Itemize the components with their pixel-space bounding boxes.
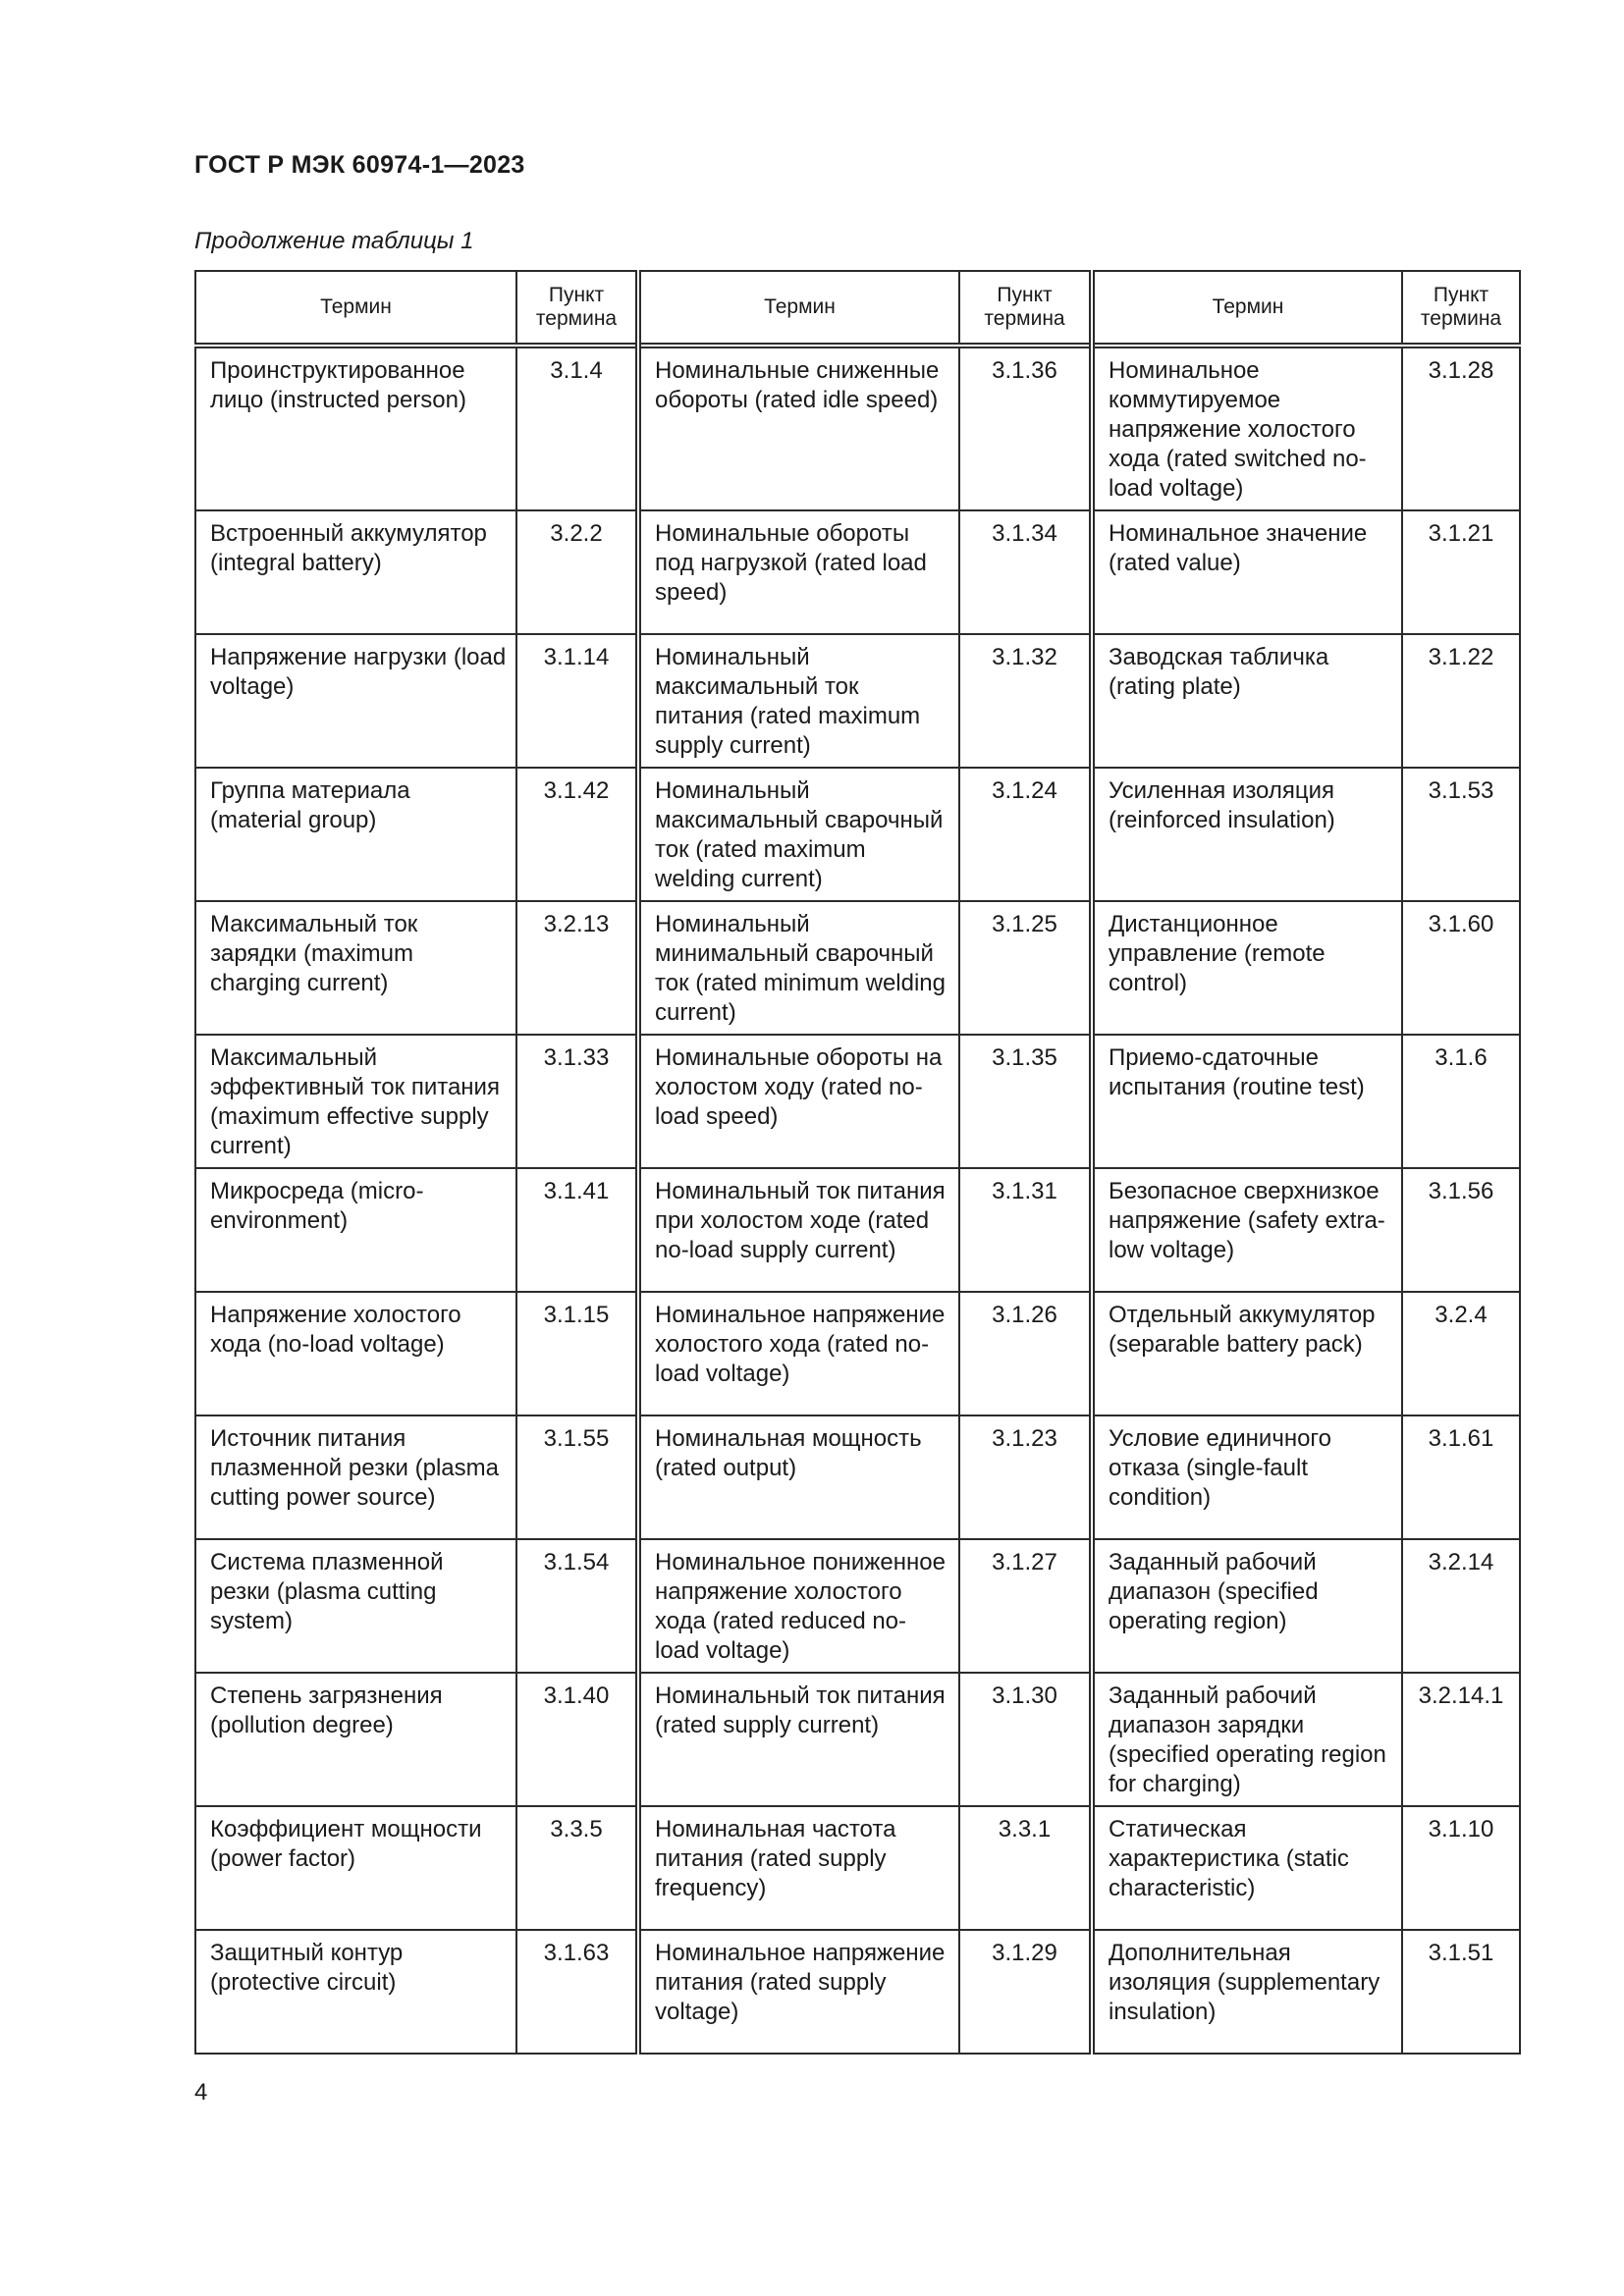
term-number-cell: 3.1.36 (959, 346, 1092, 510)
table-row (195, 1035, 1520, 1168)
term-number-cell: 3.1.30 (959, 1673, 1092, 1806)
term-cell: Заданный рабочий диапазон (specified operating region) (1092, 1539, 1402, 1673)
header-number: Пункт термина (959, 271, 1092, 346)
term-number-cell: 3.3.1 (959, 1806, 1092, 1930)
header-number: Пункт термина (516, 271, 638, 346)
term-number-cell: 3.1.35 (959, 1035, 1092, 1168)
term-cell: Встроенный аккумулятор (integral battery) (195, 510, 516, 634)
term-number-cell: 3.1.53 (1402, 768, 1520, 901)
term-cell: Дополнительная изоляция (supplementary insulation) (1092, 1930, 1402, 2054)
document-title: ГОСТ Р МЭК 60974-1—2023 (194, 151, 525, 179)
page-number: 4 (194, 2079, 208, 2106)
term-cell: Номинальное напряжение холостого хода (rated no-load voltage) (638, 1292, 959, 1415)
term-number-cell: 3.1.6 (1402, 1035, 1520, 1168)
term-cell: Номинальный максимальный сварочный ток (rated maximum welding current) (638, 768, 959, 901)
table-caption: Продолжение таблицы 1 (194, 228, 474, 254)
term-number-cell: 3.1.54 (516, 1539, 638, 1673)
term-number-cell: 3.1.51 (1402, 1930, 1520, 2054)
term-number-cell: 3.1.40 (516, 1673, 638, 1806)
term-cell: Микросреда (micro-environment) (195, 1168, 516, 1292)
term-cell: Максимальный ток зарядки (maximum charging current) (195, 901, 516, 1035)
term-cell: Номинальный ток питания (rated supply current) (638, 1673, 959, 1806)
term-number-cell: 3.2.4 (1402, 1292, 1520, 1415)
term-cell: Напряжение нагрузки (load voltage) (195, 634, 516, 768)
term-number-cell: 3.1.32 (959, 634, 1092, 768)
term-number-cell: 3.1.60 (1402, 901, 1520, 1035)
term-number-cell: 3.1.27 (959, 1539, 1092, 1673)
term-number-cell: 3.1.28 (1402, 346, 1520, 510)
term-cell: Заданный рабочий диапазон зарядки (specified operating region for charging) (1092, 1673, 1402, 1806)
table-row (195, 346, 1520, 510)
term-cell: Номинальное значение (rated value) (1092, 510, 1402, 634)
term-cell: Усиленная изоляция (reinforced insulation) (1092, 768, 1402, 901)
term-number-cell: 3.1.21 (1402, 510, 1520, 634)
term-cell: Номинальная частота питания (rated supply frequency) (638, 1806, 959, 1930)
term-number-cell: 3.1.31 (959, 1168, 1092, 1292)
term-number-cell: 3.1.4 (516, 346, 638, 510)
term-cell: Источник питания плазменной резки (plasma cutting power source) (195, 1415, 516, 1539)
term-cell: Номинальное коммутируемое напряжение холостого хода (rated switched no-load voltage) (1092, 346, 1402, 510)
term-number-cell: 3.1.63 (516, 1930, 638, 2054)
table-row (195, 1539, 1520, 1673)
term-number-cell: 3.1.14 (516, 634, 638, 768)
term-cell: Номинальный минимальный сварочный ток (rated minimum welding current) (638, 901, 959, 1035)
term-cell: Отдельный аккумулятор (separable battery pack) (1092, 1292, 1402, 1415)
term-cell: Напряжение холостого хода (no-load voltage) (195, 1292, 516, 1415)
term-cell: Номинальная мощность (rated output) (638, 1415, 959, 1539)
table-row (195, 1168, 1520, 1292)
table-row (195, 901, 1520, 1035)
table-row (195, 1292, 1520, 1415)
term-cell: Номинальный максимальный ток питания (rated maximum supply current) (638, 634, 959, 768)
table-row (195, 634, 1520, 768)
term-number-cell: 3.2.2 (516, 510, 638, 634)
table-header-row (195, 271, 1520, 346)
term-number-cell: 3.1.24 (959, 768, 1092, 901)
term-cell: Заводская табличка (rating plate) (1092, 634, 1402, 768)
term-number-cell: 3.1.34 (959, 510, 1092, 634)
term-number-cell: 3.1.33 (516, 1035, 638, 1168)
term-number-cell: 3.1.41 (516, 1168, 638, 1292)
term-number-cell: 3.1.22 (1402, 634, 1520, 768)
term-number-cell: 3.3.5 (516, 1806, 638, 1930)
term-cell: Система плазменной резки (plasma cutting system) (195, 1539, 516, 1673)
term-number-cell: 3.1.61 (1402, 1415, 1520, 1539)
term-cell: Коэффициент мощности (power factor) (195, 1806, 516, 1930)
table-row (195, 1673, 1520, 1806)
term-cell: Условие единичного отказа (single-fault condition) (1092, 1415, 1402, 1539)
term-cell: Группа материала (material group) (195, 768, 516, 901)
term-number-cell: 3.1.23 (959, 1415, 1092, 1539)
term-cell: Дистанционное управление (remote control) (1092, 901, 1402, 1035)
term-number-cell: 3.1.15 (516, 1292, 638, 1415)
terms-table (194, 270, 1521, 2055)
term-number-cell: 3.1.26 (959, 1292, 1092, 1415)
term-cell: Номинальное пониженное напряжение холостого хода (rated reduced no-load voltage) (638, 1539, 959, 1673)
term-cell: Безопасное сверхнизкое напряжение (safety extra-low voltage) (1092, 1168, 1402, 1292)
term-cell: Максимальный эффективный ток питания (maximum effective supply current) (195, 1035, 516, 1168)
term-number-cell: 3.2.14.1 (1402, 1673, 1520, 1806)
header-number: Пункт термина (1402, 271, 1520, 346)
table-row (195, 768, 1520, 901)
term-cell: Номинальный ток питания при холостом ходе (rated no-load supply current) (638, 1168, 959, 1292)
term-number-cell: 3.2.14 (1402, 1539, 1520, 1673)
term-number-cell: 3.1.56 (1402, 1168, 1520, 1292)
term-cell: Защитный контур (protective circuit) (195, 1930, 516, 2054)
header-term: Термин (638, 271, 959, 346)
header-term: Термин (195, 271, 516, 346)
term-cell: Номинальные обороты под нагрузкой (rated load speed) (638, 510, 959, 634)
term-cell: Номинальные обороты на холостом ходу (rated no-load speed) (638, 1035, 959, 1168)
header-term: Термин (1092, 271, 1402, 346)
term-number-cell: 3.1.55 (516, 1415, 638, 1539)
term-number-cell: 3.1.29 (959, 1930, 1092, 2054)
term-number-cell: 3.2.13 (516, 901, 638, 1035)
term-cell: Номинальные сниженные обороты (rated idle speed) (638, 346, 959, 510)
term-number-cell: 3.1.25 (959, 901, 1092, 1035)
term-cell: Статическая характеристика (static characteristic) (1092, 1806, 1402, 1930)
term-cell: Номинальное напряжение питания (rated supply voltage) (638, 1930, 959, 2054)
table-body (195, 346, 1520, 2054)
term-number-cell: 3.1.10 (1402, 1806, 1520, 1930)
table-row (195, 1415, 1520, 1539)
term-number-cell: 3.1.42 (516, 768, 638, 901)
table-row (195, 1930, 1520, 2054)
table-row (195, 1806, 1520, 1930)
term-cell: Приемо-сдаточные испытания (routine test) (1092, 1035, 1402, 1168)
term-cell: Проинструктированное лицо (instructed person) (195, 346, 516, 510)
table-row (195, 510, 1520, 634)
term-cell: Степень загрязнения (pollution degree) (195, 1673, 516, 1806)
